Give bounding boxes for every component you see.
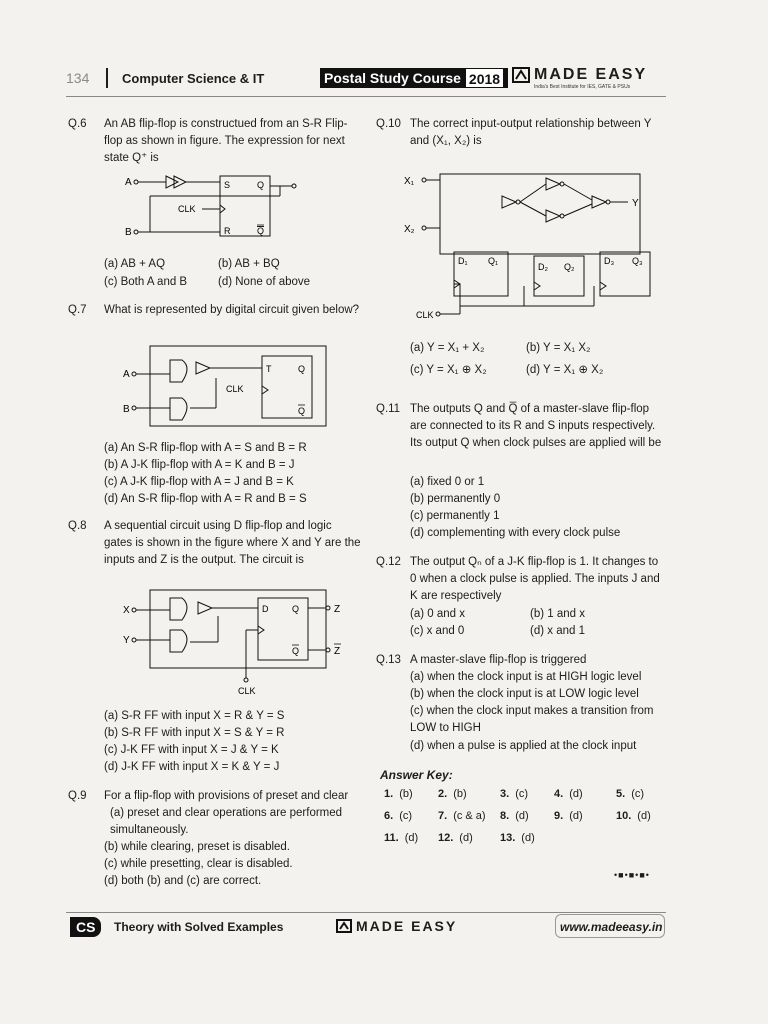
q10-option-d: (d) Y = X₁ ⊕ X₂ <box>526 364 604 376</box>
q7-label-q: Q <box>298 364 306 374</box>
q6-circuit <box>120 172 310 242</box>
q10-text: The correct input-output relationship between Y and (X₁, X₂) is <box>410 118 652 147</box>
answer-number: 13. <box>500 832 516 844</box>
q11-option-b: (b) permanently 0 <box>410 493 501 505</box>
footer-brand-logo <box>336 918 457 934</box>
q7-label-t: T <box>266 364 272 374</box>
q11-text: The outputs Q and Q̅ of a master-slave flip-flop are connected to its R and S inputs respectively. Its output Q when clock pulses are applied will be <box>410 403 662 449</box>
q12-option-b: (b) 1 and x <box>530 608 585 620</box>
q10-label-q3: Q₃ <box>632 256 643 266</box>
page-number: 134 <box>66 70 90 86</box>
q10-circuit <box>398 160 664 322</box>
answer-value: (d) <box>637 810 651 822</box>
q6-option-a: (a) AB + AQ <box>104 258 166 270</box>
answer-key-item <box>554 788 583 800</box>
q11-option-a: (a) fixed 0 or 1 <box>410 476 485 488</box>
answer-number: 10. <box>616 810 632 822</box>
q6-option-c: (c) Both A and B <box>104 276 188 288</box>
footer-url[interactable]: www.madeeasy.in <box>560 920 663 934</box>
q7-option-c: (c) A J-K flip-flop with A = J and B = K <box>104 476 294 488</box>
q9-text: For a flip-flop with provisions of preset and clear <box>104 790 349 802</box>
answer-key-item <box>438 810 486 822</box>
answer-value: (c & a) <box>453 810 486 822</box>
q13-option-c: (c) when the clock input makes a transition from LOW to HIGH <box>410 705 654 734</box>
answer-number: 7. <box>438 810 448 822</box>
q6-label-q: Q <box>257 180 265 190</box>
q9-option-b: (b) while clearing, preset is disabled. <box>104 841 291 853</box>
footer-brand-icon <box>336 919 352 933</box>
answer-key-item <box>616 788 644 800</box>
q10-option-a: (a) Y = X₁ + X₂ <box>410 342 485 354</box>
answer-key-item <box>384 832 418 844</box>
q8-label-y: Y <box>123 635 130 646</box>
answer-number: 2. <box>438 788 448 800</box>
q8-option-d: (d) J-K FF with input X = K & Y = J <box>104 761 280 773</box>
brand-icon <box>512 67 530 83</box>
q13-text: A master-slave flip-flop is triggered <box>410 654 587 666</box>
q6-label-a: A <box>125 177 132 188</box>
q7-text: What is represented by digital circuit given below? <box>104 304 360 316</box>
q12-text: The output Qₙ of a J-K flip-flop is 1. It changes to 0 when a clock pulse is applied. The inputs J and K are respectively <box>410 556 660 602</box>
q8-label-clk: CLK <box>238 686 256 696</box>
q7-option-b: (b) A J-K flip-flop with A = K and B = J <box>104 459 295 471</box>
q13-option-a: (a) when the clock input is at HIGH logic level <box>410 671 642 683</box>
q10-label-x2: X₂ <box>404 224 415 235</box>
q8-label-d: D <box>262 604 269 614</box>
q10-label-d2: D₂ <box>538 262 548 272</box>
q8-text: A sequential circuit using D flip-flop and logic gates is shown in the figure where X and Y are the inputs and Z is the output. The circuit is <box>104 520 361 566</box>
q6-text: An AB flip-flop is constructued from an S-R Flip-flop as shown in figure. The expression for next state Q⁺ is <box>104 118 348 164</box>
q7-option-a: (a) An S-R flip-flop with A = S and B = R <box>104 442 307 454</box>
answer-value: (d) <box>404 832 419 844</box>
header-rule <box>66 96 666 97</box>
q11-number: Q.11 <box>376 403 401 415</box>
course-banner <box>320 68 508 88</box>
q10-label-y: Y <box>632 198 639 209</box>
q12-number: Q.12 <box>376 556 401 568</box>
answer-key-item <box>438 832 473 844</box>
q8-option-a: (a) S-R FF with input X = R & Y = S <box>104 710 285 722</box>
q10-label-clk: CLK <box>416 310 434 320</box>
q9-option-d: (d) both (b) and (c) are correct. <box>104 875 262 887</box>
q10-option-b: (b) Y = X₁ X₂ <box>526 342 591 354</box>
answer-number: 3. <box>500 788 510 800</box>
q8-label-zbar: Z <box>334 646 341 657</box>
q13-option-b: (b) when the clock input is at LOW logic level <box>410 688 639 700</box>
q10-label-d3: D₃ <box>604 256 615 266</box>
q7-option-d: (d) An S-R flip-flop with A = R and B = S <box>104 493 307 505</box>
brand-tagline: India's Best Institute for IES, GATE & PSUs <box>534 84 631 90</box>
footer-rule <box>66 912 666 913</box>
q10-label-q2: Q₂ <box>564 262 575 272</box>
answer-key-item <box>500 832 535 844</box>
answer-key-item <box>500 810 529 822</box>
answer-value: (c) <box>515 788 529 800</box>
q12-option-c: (c) x and 0 <box>410 625 465 637</box>
footer-badge: CS <box>70 917 101 937</box>
q9-number: Q.9 <box>68 790 87 802</box>
answer-number: 11. <box>384 832 399 844</box>
footer-brand-name: MADE EASY <box>356 918 458 934</box>
q11-option-d: (d) complementing with every clock pulse <box>410 527 621 539</box>
q7-label-a: A <box>123 369 130 380</box>
answer-value: (b) <box>453 788 467 800</box>
answer-number: 6. <box>384 810 394 822</box>
q13-option-d: (d) when a pulse is applied at the clock input <box>410 740 637 752</box>
answer-key-title: Answer Key: <box>380 768 453 782</box>
q10-label-x1: X₁ <box>404 176 415 187</box>
answer-value: (b) <box>399 788 413 800</box>
course-year: 2018 <box>465 68 504 88</box>
q7-circuit <box>120 342 350 432</box>
q8-label-q: Q <box>292 604 300 614</box>
q12-option-a: (a) 0 and x <box>410 608 465 620</box>
q8-option-b: (b) S-R FF with input X = S & Y = R <box>104 727 285 739</box>
answer-value: (d) <box>569 788 583 800</box>
answer-number: 12. <box>438 832 454 844</box>
q9-option-c: (c) while presetting, clear is disabled. <box>104 858 293 870</box>
q13-number: Q.13 <box>376 654 401 666</box>
answer-key-item <box>500 788 528 800</box>
answer-key-item <box>438 788 467 800</box>
q8-label-qbar: Q <box>292 646 300 656</box>
q6-label-s: S <box>224 180 231 190</box>
answer-value: (d) <box>569 810 583 822</box>
answer-value: (c) <box>399 810 413 822</box>
q7-label-clk: CLK <box>226 384 244 394</box>
q11-option-c: (c) permanently 1 <box>410 510 500 522</box>
q6-label-r: R <box>224 226 231 236</box>
brand-name: MADE EASY <box>534 66 648 83</box>
answer-value: (c) <box>631 788 645 800</box>
q6-label-qbar: Q <box>257 226 265 236</box>
answer-number: 1. <box>384 788 394 800</box>
answer-value: (d) <box>515 810 529 822</box>
q10-option-c: (c) Y = X₁ ⊕ X₂ <box>410 364 487 376</box>
q10-label-q1: Q₁ <box>488 256 499 266</box>
answer-key-item <box>616 810 651 822</box>
answer-value: (d) <box>521 832 535 844</box>
q7-label-qbar: Q <box>298 406 306 416</box>
section-end-ornament: •■•■•■• <box>614 870 650 880</box>
footer-title: Theory with Solved Examples <box>114 920 284 934</box>
answer-key-item <box>554 810 583 822</box>
answer-value: (d) <box>459 832 473 844</box>
brand-logo <box>512 66 672 90</box>
q8-option-c: (c) J-K FF with input X = J & Y = K <box>104 744 279 756</box>
q8-number: Q.8 <box>68 520 87 532</box>
q10-label-d1: D₁ <box>458 256 468 266</box>
q6-label-b: B <box>125 227 132 238</box>
q6-option-b: (b) AB + BQ <box>218 258 280 270</box>
q8-label-z: Z <box>334 604 341 615</box>
q6-label-clk: CLK <box>178 204 196 214</box>
q8-circuit <box>120 586 360 698</box>
q9-option-a: (a) preset and clear operations are performed simultaneously. <box>110 807 343 836</box>
answer-number: 4. <box>554 788 564 800</box>
q8-label-x: X <box>123 605 130 616</box>
q7-number: Q.7 <box>68 304 87 316</box>
q12-option-d: (d) x and 1 <box>530 625 585 637</box>
subject-title: Computer Science & IT <box>122 71 265 86</box>
answer-number: 9. <box>554 810 564 822</box>
answer-number: 8. <box>500 810 510 822</box>
q7-label-b: B <box>123 404 130 415</box>
header-divider <box>106 68 108 88</box>
answer-number: 5. <box>616 788 626 800</box>
q10-number: Q.10 <box>376 118 401 130</box>
q6-number: Q.6 <box>68 118 87 130</box>
course-name: Postal Study Course <box>324 70 461 86</box>
q6-option-d: (d) None of above <box>218 276 311 288</box>
answer-key-item <box>384 810 412 822</box>
answer-key-item <box>384 788 413 800</box>
